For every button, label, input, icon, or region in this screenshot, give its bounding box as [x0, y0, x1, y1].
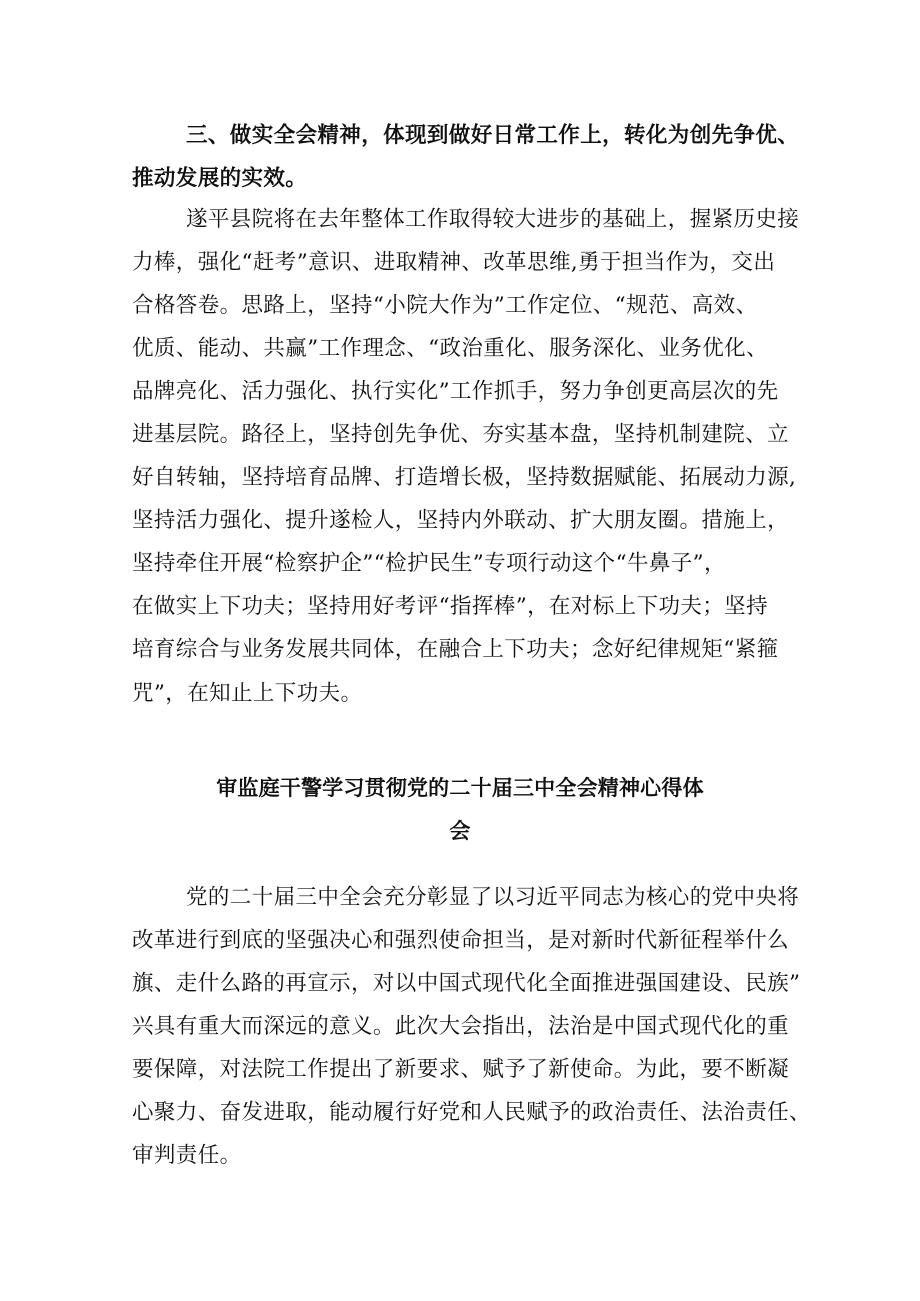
article-paragraph-line-6: 心聚力、奋发进取，能动履行好党和人民赋予的政治责任、法治责任、	[132, 1100, 811, 1125]
article-title-line-2: 会	[449, 818, 471, 843]
section-heading-line-1: 三、做实全会精神，体现到做好日常工作上，转化为创先争优、	[186, 123, 800, 148]
section-heading-line-2: 推动发展的实效。	[132, 166, 308, 191]
article-paragraph-line-4: 兴具有重大而深远的意义。此次大会指出，法治是中国式现代化的重	[132, 1014, 790, 1039]
section-paragraph-line-5: 品牌亮化、活力强化、执行实化”工作抓手，努力争创更高层次的先	[132, 379, 779, 404]
article-title-line-1: 审监庭干警学习贯彻党的二十届三中全会精神心得体	[216, 775, 704, 800]
section-paragraph-line-8: 坚持活力强化、提升遂检人，坚持内外联动、扩大朋友圈。措施上，	[132, 508, 790, 533]
section-paragraph-line-2: 力棒，强化“赶考”意识、进取精神、改革思维,勇于担当作为，交出	[132, 250, 776, 275]
article-paragraph-line-2: 改革进行到底的坚强决心和强烈使命担当，是对新时代新征程举什么	[132, 928, 790, 953]
article-paragraph-line-5: 要保障，对法院工作提出了新要求、赋予了新使命。为此，要不断凝	[132, 1057, 790, 1082]
section-paragraph-line-6: 进基层院。路径上，坚持创先争优、夯实基本盘，坚持机制建院、立	[132, 422, 790, 447]
section-paragraph-line-9: 坚持牵住开展“检察护企”“检护民生”专项行动这个“牛鼻子”，	[132, 551, 726, 576]
section-paragraph-line-10: 在做实上下功夫；坚持用好考评“指挥棒”，在对标上下功夫；坚持	[132, 594, 768, 619]
section-paragraph-line-3: 合格答卷。思路上，坚持“小院大作为”工作定位、“规范、高效、	[132, 293, 758, 318]
section-paragraph-line-1: 遂平县院将在去年整体工作取得较大进步的基础上，握紧历史接	[186, 207, 800, 232]
article-paragraph-line-7: 审判责任。	[132, 1143, 242, 1168]
section-paragraph-line-12: 咒”，在知止上下功夫。	[132, 681, 363, 706]
section-paragraph-line-4: 优质、能动、共赢”工作理念、“政治重化、服务深化、业务优化、	[132, 336, 768, 361]
article-paragraph-line-1: 党的二十届三中全会充分彰显了以习近平同志为核心的党中央将	[186, 885, 800, 910]
article-paragraph-line-3: 旗、走什么路的再宣示，对以中国式现代化全面推进强国建设、民族”	[132, 971, 801, 996]
section-paragraph-line-7: 好自转轴，坚持培育品牌、打造增长极，坚持数据赋能、拓展动力源,	[132, 465, 797, 490]
section-paragraph-line-11: 培育综合与业务发展共同体，在融合上下功夫；念好纪律规矩“紧箍	[132, 637, 779, 662]
